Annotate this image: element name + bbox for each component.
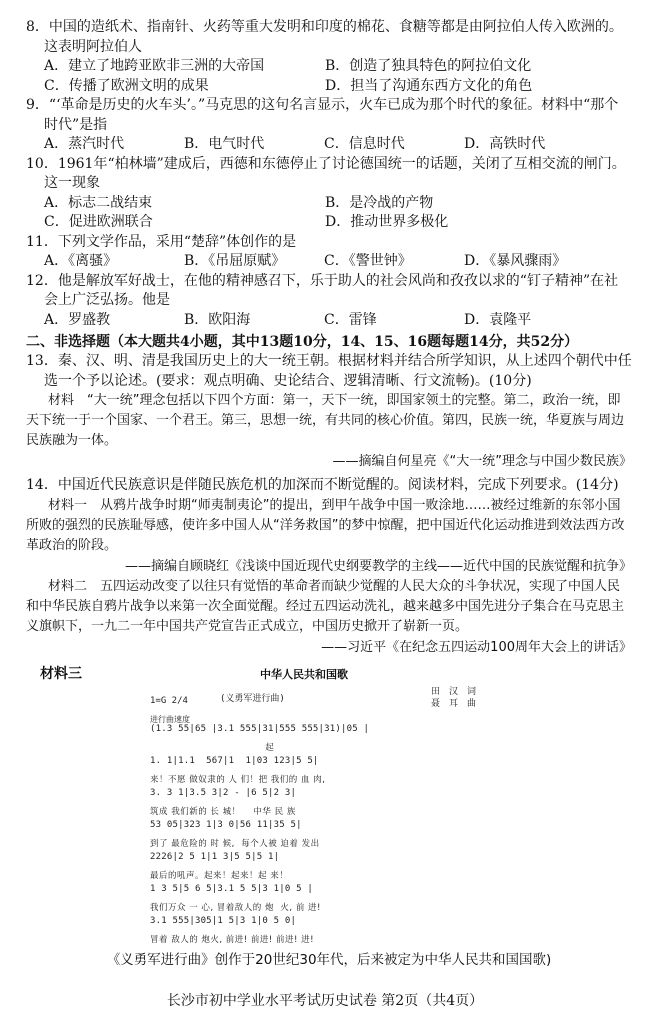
material-3-label: 材料三 [40, 665, 82, 682]
material-source: ——摘编自何星亮《“大一统”理念与中国少数民族》 [332, 454, 632, 469]
lyricist: 田 汉 词 [430, 686, 476, 697]
score-lyrics: 筑成 我们新的 长 城！ 中华 民 族 [150, 807, 296, 817]
options [26, 311, 632, 331]
material-text: 材料 “大一统”理念包括以下四个方面：第一，天下一统，即国家领土的完整。第二，政治一统，即天下统一于一个国家、一个君王。第三，思想一统，有共同的核心价值。第四，民族一统，华夏族与周边民族融为一体。 [26, 393, 625, 448]
question-stem: 8．中国的造纸术、指南针、火药等重大发明和印度的棉花、食糖等都是由阿拉伯人传入欧洲的。这表明阿拉伯人 [26, 19, 623, 55]
score-lyrics: 最后的吼声。起来！起来！起 来！ [150, 871, 289, 881]
option-d[interactable]: D．袁隆平 [464, 311, 532, 328]
question-9 [26, 96, 632, 155]
options [26, 194, 632, 214]
question-12 [26, 272, 632, 331]
question-13 [26, 352, 632, 472]
question-stem: 9．“‘革命是历史的火车头’。”马克思的这句名言显示，火车已成为那个时代的象征。材料中“那个时代”是指 [26, 97, 619, 133]
question-11 [26, 233, 632, 272]
option-d[interactable]: D．担当了沟通东西方文化的角色 [325, 77, 533, 94]
option-c[interactable]: C．信息时代 [324, 136, 405, 152]
score-notes: 3. 3 1|3.5 3|2 - |6 5|2 3| [150, 787, 297, 798]
score-lyrics: 到了 最危险的 时 候, 每个人被 迫着 发出 [150, 839, 320, 849]
score-notes: 1. 1|1.1 567|1 1|03 123|5 5| [150, 755, 319, 766]
material-text: 材料一 从鸦片战争时期“师夷制夷论”的提出，到甲午战争中国一败涂地……被经过维新的东邻小国所败的强烈的民族耻辱感，使许多中国人从“洋务救国”的梦中惊醒，把中国近代化运动推进到效法西方改革政治的阶段。 [26, 497, 625, 553]
option-b[interactable]: B．创造了独具特色的阿拉伯文化 [325, 58, 532, 74]
question-8 [26, 18, 632, 96]
option-b[interactable]: B．电气时代 [184, 136, 265, 152]
score-lyrics: 来！不愿 做奴隶的 人 们！把 我们的 血 肉, [150, 775, 326, 785]
option-a[interactable]: A．罗盛教 [44, 311, 111, 328]
score-lyrics: 起 [150, 743, 275, 753]
score-notes: 53 05|323 1|3 0|56 11|35 5| [150, 819, 302, 830]
option-a[interactable]: A．《离骚》 [44, 253, 118, 269]
material-2 [26, 577, 632, 637]
options [26, 77, 632, 97]
question-stem: 14．中国近代民族意识是伴随民族危机的加深而不断觉醒的。阅读材料，完成下列要求。(14分) [26, 477, 619, 493]
material-3-header [26, 664, 632, 686]
option-a[interactable]: A．标志二战结束 [44, 194, 153, 211]
option-c[interactable]: C．雷锋 [324, 311, 377, 328]
option-c[interactable]: C．《警世钟》 [324, 253, 412, 269]
score-lyrics: 冒着 敌人的 炮火, 前进! 前进! 前进! 进! [150, 935, 315, 945]
question-stem: 10．1961年“柏林墙”建成后，西德和东德停止了讨论德国统一的话题，关闭了互相交流的闸门。这一现象 [26, 155, 626, 191]
score-notes: 3.1 555|305|1 5|3 1|0 5 0| [150, 915, 297, 926]
question-14 [26, 476, 632, 970]
score-key: 1=G 2/4 [150, 695, 188, 706]
option-d[interactable]: D．高铁时代 [464, 136, 546, 152]
composer: 聂 耳 曲 [430, 698, 476, 709]
score-authors [431, 686, 476, 710]
option-d[interactable]: D．推动世界多极化 [325, 214, 449, 230]
score-notes: 2226|2 5 1|1 3|5 5|5 1| [150, 851, 280, 862]
question-stem: 13．秦、汉、明、清是我国历史上的大一统王朝。根据材料并结合所学知识，从上述四个朝代中任选一个予以论述。(要求：观点明确、史论结合、逻辑清晰、行文流畅)。(10分) [26, 353, 632, 389]
music-score [150, 686, 480, 950]
song-title: 中华人民共和国歌 [260, 667, 348, 681]
exam-page [26, 18, 632, 970]
material-1 [26, 496, 632, 556]
question-10 [26, 155, 632, 233]
page-footer: 长沙市初中学业水平考试历史试卷 第2页（共4页） [166, 993, 484, 1009]
option-b[interactable]: B．是冷战的产物 [325, 194, 434, 211]
options [26, 57, 632, 77]
options [26, 135, 632, 155]
option-d[interactable]: D．《暴风骤雨》 [464, 253, 567, 269]
score-tempo: (义勇军进行曲) [220, 693, 285, 704]
options [26, 213, 632, 233]
score-lyrics: 我们万众 一 心, 冒着敌人的 炮 火, 前 进! [150, 903, 321, 913]
options [26, 252, 632, 272]
score-notes: 1 3 5|5 6 5|3.1 5 5|3 1|0 5 | [150, 883, 313, 894]
material-text: 材料二 五四运动改变了以往只有觉悟的革命者而缺少觉醒的人民大众的斗争状况，实现了中国人民和中华民族自鸦片战争以来第一次全面觉醒。经过五四运动洗礼，越来越多中国先进分子集合在马克思主义旗帜下，一九二一年中国共产党宣告正式成立，中国历史掀开了崭新一页。 [26, 578, 625, 634]
material [26, 391, 632, 451]
score-speed: 进行曲速度 [150, 714, 190, 724]
option-c[interactable]: C．传播了欧洲文明的成果 [44, 77, 209, 94]
material-source: ——习近平《在纪念五四运动100周年大会上的讲话》 [321, 639, 632, 655]
section-heading: 二、非选择题（本大题共4小题，其中13题10分，14、15、16题每题14分，共52分） [26, 334, 579, 350]
option-a[interactable]: A．建立了地跨亚欧非三洲的大帝国 [44, 58, 265, 74]
material-source: ——摘编自顾晓红《浅谈中国近现代史纲要教学的主线——近代中国的民族觉醒和抗争》 [124, 558, 632, 574]
question-stem: 11．下列文学作品，采用“楚辞”体创作的是 [26, 233, 297, 250]
option-b[interactable]: B．《吊屈原赋》 [184, 253, 286, 269]
question-stem: 12．他是解放军好战士，在他的精神感召下，乐于助人的社会风尚和孜孜以求的“钉子精神”在社会上广泛弘扬。他是 [26, 272, 619, 308]
option-a[interactable]: A．蒸汽时代 [44, 136, 125, 152]
option-c[interactable]: C．促进欧洲联合 [44, 214, 153, 230]
option-b[interactable]: B．欧阳海 [184, 311, 251, 328]
score-notes: (1.3 55|65 |3.1 555|31|555 555|31)|05 | [150, 723, 370, 734]
score-row [150, 912, 480, 951]
score-caption: 《义勇军进行曲》创作于20世纪30年代，后来被定为中华人民共和国国歌) [106, 951, 552, 968]
